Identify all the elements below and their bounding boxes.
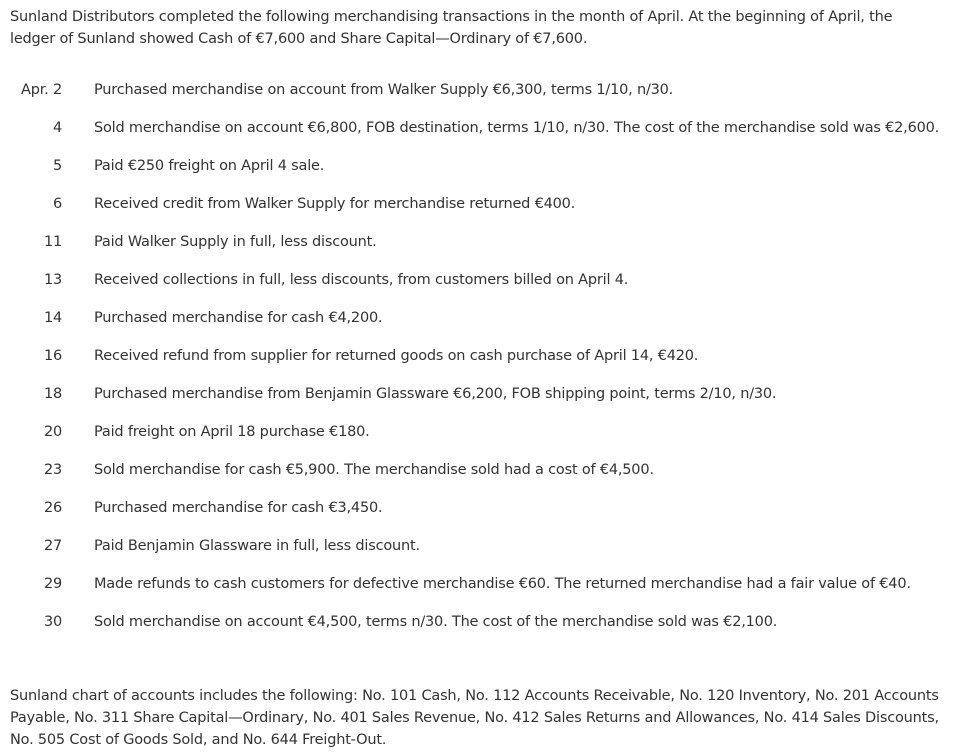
transaction-date: 26	[43, 500, 62, 516]
chart-of-accounts-paragraph: Sunland chart of accounts includes the following: No. 101 Cash, No. 112 Accounts Receivable, No. 120 Inventory, No. 201 Accounts Payable, No. 311 Share Capital—Ordinary, No. 401 Sales Revenue, No. 412 Sales Returns and Allowances, No. 414 Sales Discounts, No. 505 Cost of Goods Sold, and No. 644 Freight-Out.	[10, 688, 939, 748]
transaction-description: Sold merchandise on account €6,800, FOB destination, terms 1/10, n/30. The cost of the merchandise sold was €2,600.	[94, 120, 940, 136]
transaction-description: Paid Walker Supply in full, less discount.	[94, 234, 377, 250]
transaction-row	[0, 117, 955, 155]
transaction-row	[0, 269, 955, 307]
transaction-row	[0, 573, 955, 611]
transaction-date: 20	[43, 424, 62, 440]
transaction-description: Paid freight on April 18 purchase €180.	[94, 424, 370, 440]
transaction-description: Made refunds to cash customers for defective merchandise €60. The returned merchandise had a fair value of €40.	[94, 576, 911, 592]
transaction-description: Purchased merchandise on account from Walker Supply €6,300, terms 1/10, n/30.	[94, 82, 674, 98]
transaction-date: 23	[43, 462, 62, 478]
transaction-description: Received collections in full, less discounts, from customers billed on April 4.	[94, 272, 629, 288]
transaction-description: Sold merchandise on account €4,500, terms n/30. The cost of the merchandise sold was €2,100.	[94, 614, 778, 630]
transaction-description: Received refund from supplier for returned goods on cash purchase of April 14, €420.	[94, 348, 699, 364]
transaction-row	[0, 383, 955, 421]
transactions-list	[0, 79, 955, 649]
transaction-date: 6	[52, 196, 62, 212]
transaction-date: 29	[43, 576, 62, 592]
transaction-description: Paid Benjamin Glassware in full, less discount.	[94, 538, 420, 554]
transaction-date: 27	[43, 538, 62, 554]
transaction-row	[0, 535, 955, 573]
transaction-row	[0, 307, 955, 345]
transaction-row	[0, 155, 955, 193]
transaction-date: 5	[52, 158, 62, 174]
transaction-row	[0, 421, 955, 459]
transaction-description: Purchased merchandise for cash €3,450.	[94, 500, 383, 516]
transaction-description: Sold merchandise for cash €5,900. The merchandise sold had a cost of €4,500.	[94, 462, 654, 478]
transaction-date: 11	[43, 234, 62, 250]
transaction-date: Apr. 2	[21, 82, 62, 98]
transaction-row	[0, 231, 955, 269]
transaction-row	[0, 459, 955, 497]
transaction-date: 18	[43, 386, 62, 402]
transaction-row	[0, 611, 955, 649]
transaction-date: 14	[43, 310, 62, 326]
intro-paragraph: Sunland Distributors completed the following merchandising transactions in the month of April. At the beginning of April, the ledger of Sunland showed Cash of €7,600 and Share Capital—Ordinary of €7,600.	[10, 9, 893, 47]
transaction-description: Purchased merchandise for cash €4,200.	[94, 310, 383, 326]
transaction-row	[0, 79, 955, 117]
transaction-date: 16	[43, 348, 62, 364]
transaction-row	[0, 193, 955, 231]
transaction-date: 13	[43, 272, 62, 288]
transaction-date: 4	[52, 120, 62, 136]
transaction-description: Received credit from Walker Supply for merchandise returned €400.	[94, 196, 576, 212]
transaction-description: Purchased merchandise from Benjamin Glassware €6,200, FOB shipping point, terms 2/10, n/30.	[94, 386, 777, 402]
transaction-description: Paid €250 freight on April 4 sale.	[94, 158, 325, 174]
transaction-row	[0, 497, 955, 535]
transaction-date: 30	[43, 614, 62, 630]
transaction-row	[0, 345, 955, 383]
